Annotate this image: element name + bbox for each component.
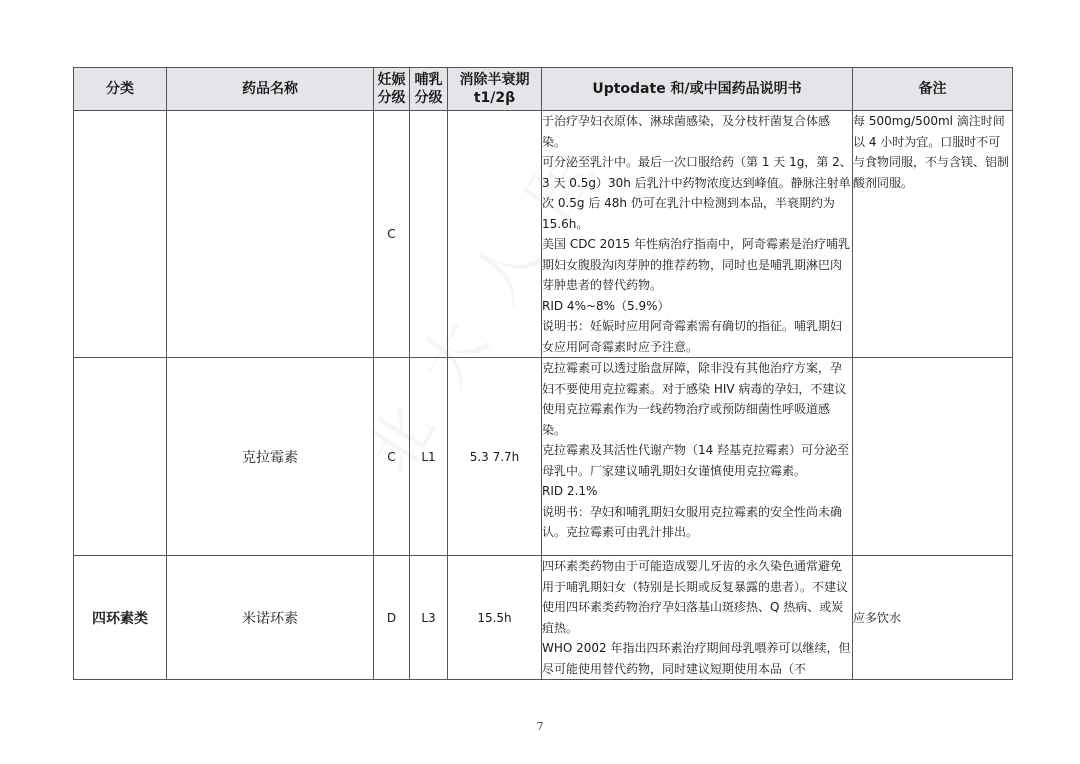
uptodate-paragraph: 于治疗孕妇衣原体、淋球菌感染，及分枝杆菌复合体感染。	[542, 114, 831, 149]
remarks-cell	[853, 358, 1013, 556]
uptodate-paragraph: 四环素类药物由于可能造成婴儿牙齿的永久染色通常避免用于哺乳期妇女（特别是长期或反复暴露的患者）。不建议使用四环素类药物治疗孕妇落基山斑疹热、Q 热病、或炭疽热。	[542, 559, 849, 635]
header-pregnancy-grade: 妊娠分级	[374, 68, 410, 111]
half-life-cell: 5.3 7.7h	[448, 358, 542, 556]
uptodate-paragraph: 说明书：孕妇和哺乳期妇女服用克拉霉素的安全性尚未确认。克拉霉素可由乳汁排出。	[542, 504, 843, 539]
remarks-cell: 每 500mg/500ml 滴注时间以 4 小时为宜。口服时不可与食物同服，不与含镁、铝制酸剂同服。	[853, 111, 1013, 358]
uptodate-paragraph: 美国 CDC 2015 年性病治疗指南中，阿奇霉素是治疗哺乳期妇女腹股沟肉芽肿的推荐药物，同时也是哺乳期淋巴肉芽肿患者的替代药物。	[542, 237, 850, 292]
table-header-row	[74, 68, 1013, 111]
page-number: 7	[536, 720, 544, 733]
half-life-cell	[448, 111, 542, 358]
uptodate-cell	[542, 358, 853, 556]
pregnancy-grade-cell: C	[374, 358, 410, 556]
uptodate-paragraph: 说明书：妊娠时应用阿奇霉素需有确切的指征。哺乳期妇女应用阿奇霉素时应予注意。	[542, 319, 843, 354]
header-uptodate: Uptodate 和/或中国药品说明书	[542, 68, 853, 111]
half-life-cell: 15.5h	[448, 556, 542, 680]
table-row	[74, 111, 1013, 358]
header-drug-name: 药品名称	[167, 68, 374, 111]
drug-name-cell: 克拉霉素	[167, 358, 374, 556]
table-row	[74, 556, 1013, 680]
category-cell	[74, 111, 167, 358]
uptodate-cell	[542, 111, 853, 358]
uptodate-paragraph: RID 2.1%	[542, 484, 598, 498]
remarks-cell: 应多饮水	[853, 556, 1013, 680]
pregnancy-grade-cell: D	[374, 556, 410, 680]
uptodate-paragraph: WHO 2002 年指出四环素治疗期间母乳喂养可以继续，但尽可能使用替代药物，同时建议短期使用本品（不	[542, 641, 851, 676]
uptodate-paragraph: 克拉霉素可以透过胎盘屏障，除非没有其他治疗方案，孕妇不要使用克拉霉素。对于感染 HIV 病毒的孕妇，不建议使用克拉霉素作为一线药物治疗或预防细菌性呼吸道感染。	[542, 361, 847, 437]
drug-name-cell	[167, 111, 374, 358]
lactation-grade-cell: L3	[410, 556, 448, 680]
uptodate-paragraph: 克拉霉素及其活性代谢产物（14 羟基克拉霉素）可分泌至母乳中。厂家建议哺乳期妇女谨慎使用克拉霉素。	[542, 443, 850, 478]
uptodate-cell	[542, 556, 853, 680]
category-cell	[74, 358, 167, 556]
pregnancy-grade-cell: C	[374, 111, 410, 358]
drug-table	[73, 67, 1013, 680]
header-category: 分类	[74, 68, 167, 111]
drug-name-cell: 米诺环素	[167, 556, 374, 680]
uptodate-paragraph: 可分泌至乳汁中。最后一次口服给药（第 1 天 1g，第 2、3 天 0.5g）30h 后乳汁中药物浓度达到峰值。静脉注射单次 0.5g 后 48h 仍可在乳汁中检测到本品，半衰期约为 15.6h。	[542, 155, 852, 231]
header-lactation-grade: 哺乳分级	[410, 68, 448, 111]
table-row	[74, 358, 1013, 556]
header-remarks: 备注	[853, 68, 1013, 111]
uptodate-paragraph: RID 4%~8%（5.9%）	[542, 298, 670, 313]
lactation-grade-cell: L1	[410, 358, 448, 556]
lactation-grade-cell	[410, 111, 448, 358]
category-cell: 四环素类	[74, 556, 167, 680]
header-half-life: 消除半衰期 t1/2β	[448, 68, 542, 111]
